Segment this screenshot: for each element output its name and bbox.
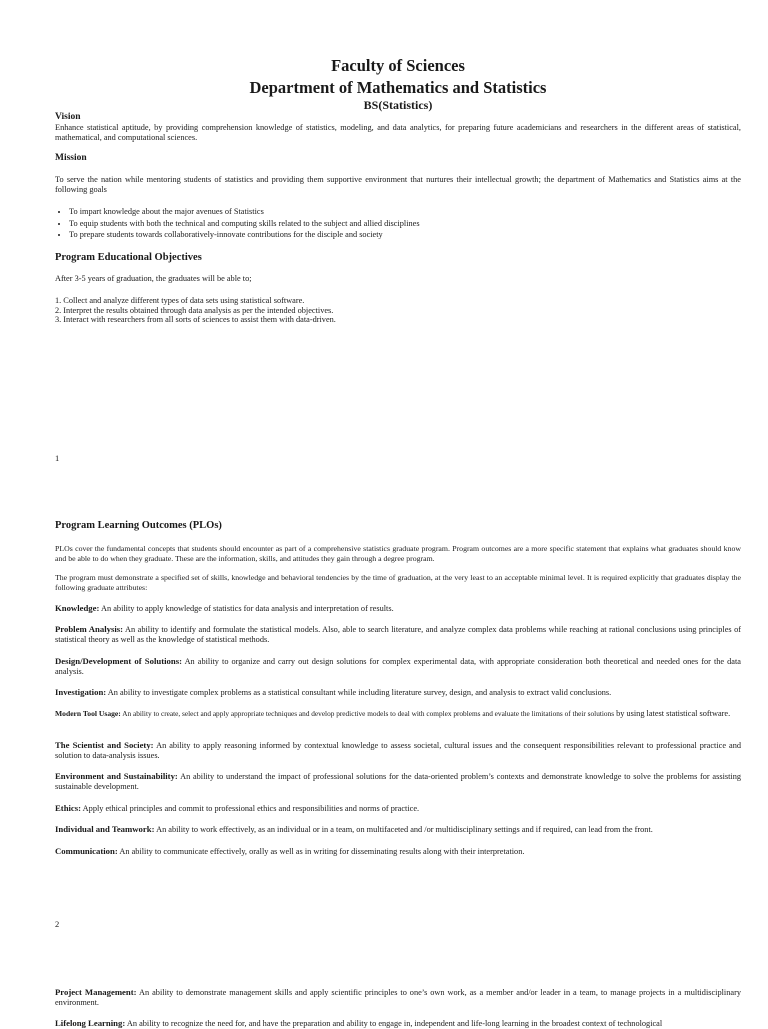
plo-text: An ability to work effectively, as an individual or in a team, on multifaceted and /or multidisciplinary settings and if required, can lead from the front. [154, 825, 653, 834]
plo-text: An ability to identify and formulate the statistical models. Also, able to search literature, and analyze complex data problems while reaching at rational conclusions using principles of statistical theory as well as the knowledge of statistical methods. [55, 625, 741, 644]
list-item: 1. Collect and analyze different types of data sets using statistical software. [55, 296, 305, 305]
plo-term: Design/Development of Solutions: [55, 656, 182, 666]
plo-text: An ability to apply knowledge of statistics for data analysis and interpretation of results. [99, 604, 394, 613]
peo-list [55, 296, 741, 325]
faculty-title: Faculty of Sciences [331, 56, 465, 75]
mission-goals-list [55, 206, 755, 241]
list-item: 2. Interpret the results obtained through data analysis as per the intended objectives. [55, 305, 334, 315]
plo-text: An ability to create, select and apply appropriate techniques and develop predictive models to deal with complex problems and evaluate the limitations of their solutions [120, 709, 615, 718]
plo-text: Apply ethical principles and commit to professional ethics and responsibilities and norms of practice. [81, 804, 420, 813]
plo-term: Environment and Sustainability: [55, 771, 178, 781]
page-number: 2 [55, 919, 60, 929]
plo-text: An ability to understand the impact of professional solutions for the data-oriented problem’s contexts and demonstrate knowledge to solve the problems for assisting sustainable development. [55, 772, 742, 791]
list-item: • To prepare students towards collaboratively-innovate contributions for the disciple and society [69, 229, 755, 241]
plo-individual-teamwork [55, 824, 741, 835]
page-number: 1 [55, 453, 60, 463]
plo-term: Problem Analysis: [55, 624, 124, 634]
plo-text: An ability to investigate complex problems as a statistical consultant while including literature survey, design, and analysis to extract valid conclusions. [106, 688, 612, 697]
plo-text-tail: by using latest statistical software. [614, 709, 731, 718]
plo-text: An ability to apply reasoning informed by contextual knowledge to assess societal, cultural issues and the consequent responsibilities relevant to professional practice and solution to data-analysis issues. [55, 741, 741, 760]
plo-text: An ability to demonstrate management skills and apply scientific principles to one’s own work, as a member and/or leader in a team, to manage projects in a multidisciplinary environment. [55, 988, 741, 1007]
plo-para2: The program must demonstrate a specified set of skills, knowledge and behavioral tendencies by the time of graduation, at the very least to an acceptable minimal level. It is required explicitly that graduates display the following graduate attributes: [55, 573, 741, 592]
list-item: • To equip students with both the technical and computing skills related to the subject and allied disciplines [69, 218, 755, 230]
plo-modern-tool-usage [55, 709, 741, 719]
plo-text: An ability to organize and carry out design solutions for complex experimental data, with appropriate consideration both theoretical and needed ones for the data analysis. [55, 657, 741, 676]
plo-text: An ability to communicate effectively, orally as well as in writing for disseminating results along with their interpretation. [117, 847, 525, 856]
program-title: BS(Statistics) [363, 98, 433, 112]
plo-term: Knowledge: [55, 603, 100, 613]
peo-heading: Program Educational Objectives [55, 252, 202, 263]
plo-scientist-society [55, 740, 741, 761]
plo-text: An ability to recognize the need for, and have the preparation and ability to engage in, independent and life-long learning in the broadest context of technological [125, 1019, 663, 1028]
peo-intro: After 3-5 years of graduation, the graduates will be able to; [55, 274, 252, 283]
department-title: Department of Mathematics and Statistics [249, 78, 547, 97]
plo-environment-sustainability [55, 771, 741, 792]
vision-text: Enhance statistical aptitude, by providing comprehension knowledge of statistics, modeling, and data analytics, for preparing future academicians and researchers in the different areas of statistical, mathematical, and computational sciences. [55, 123, 741, 142]
plo-term: Lifelong Learning: [55, 1018, 126, 1028]
plo-communication [55, 846, 741, 857]
plo-investigation [55, 687, 741, 698]
plo-ethics [55, 803, 741, 814]
plo-knowledge [55, 603, 741, 614]
plo-term: The Scientist and Society: [55, 740, 154, 750]
plo-term: Investigation: [55, 687, 107, 697]
list-item: • To impart knowledge about the major avenues of Statistics [69, 206, 755, 218]
plo-term: Individual and Teamwork: [55, 824, 155, 834]
plo-problem-analysis [55, 624, 741, 645]
vision-heading: Vision [55, 112, 81, 122]
mission-text: To serve the nation while mentoring students of statistics and providing them supportive environment that nurtures their intellectual growth; the department of Mathematics and Statistics aims at the following goals [55, 175, 741, 194]
plo-project-management [55, 987, 741, 1008]
plo-term: Ethics: [55, 803, 82, 813]
plo-design-development [55, 656, 741, 677]
plo-term: Communication: [55, 846, 118, 856]
plo-para1: PLOs cover the fundamental concepts that students should encounter as part of a comprehensive statistics graduate program. Program outcomes are a more specific statement that explains what graduates should know and be able to do when they graduate. These are the information, skills, and attitudes they gain through a degree program. [55, 544, 741, 563]
plo-heading: Program Learning Outcomes (PLOs) [55, 520, 222, 531]
list-item: 3. Interact with researchers from all sorts of sciences to assist them with data-driven. [55, 315, 336, 325]
mission-heading: Mission [55, 153, 87, 163]
plo-term: Project Management: [55, 987, 137, 997]
plo-term: Modern Tool Usage: [55, 709, 121, 718]
